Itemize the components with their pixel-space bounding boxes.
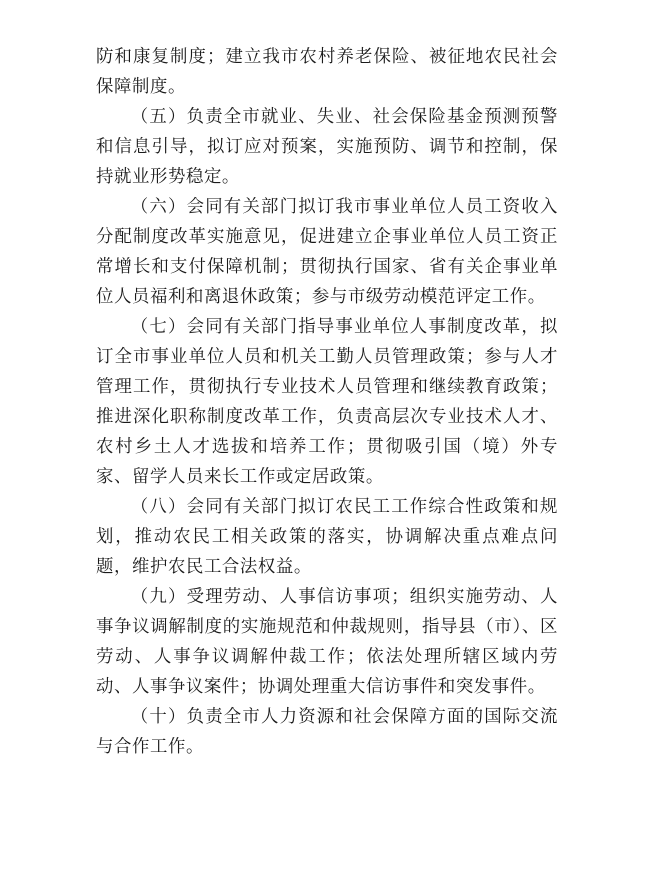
- paragraph-item-9: （九）受理劳动、人事信访事项；组织实施劳动、人事争议调解制度的实施规范和仲裁规则，指导县（市）、区劳动、人事争议调解仲裁工作；依法处理所辖区域内劳动、人事争议案件；协调处理重大信访事件和突发事件。: [96, 587, 558, 697]
- document-body: [96, 42, 558, 762]
- paragraph-continuation: 防和康复制度；建立我市农村养老保险、被征地农民社会保障制度。: [96, 47, 558, 97]
- paragraph-item-7: （七）会同有关部门指导事业单位人事制度改革，拟订全市事业单位人员和机关工勤人员管理政策；参与人才管理工作，贯彻执行专业技术人员管理和继续教育政策；推进深化职称制度改革工作，负责高层次专业技术人才、农村乡土人才选拔和培养工作；贯彻吸引国（境）外专家、留学人员来长工作或定居政策。: [96, 317, 558, 487]
- paragraph-item-6: （六）会同有关部门拟订我市事业单位人员工资收入分配制度改革实施意见，促进建立企事业单位人员工资正常增长和支付保障机制；贯彻执行国家、省有关企事业单位人员福利和离退休政策；参与市级劳动模范评定工作。: [96, 197, 558, 307]
- paragraph-item-8: （八）会同有关部门拟订农民工工作综合性政策和规划，推动农民工相关政策的落实，协调解决重点难点问题，维护农民工合法权益。: [96, 497, 558, 577]
- paragraph-item-10: （十）负责全市人力资源和社会保障方面的国际交流与合作工作。: [96, 707, 558, 757]
- paragraph-item-5: （五）负责全市就业、失业、社会保险基金预测预警和信息引导，拟订应对预案，实施预防、调节和控制，保持就业形势稳定。: [96, 107, 558, 187]
